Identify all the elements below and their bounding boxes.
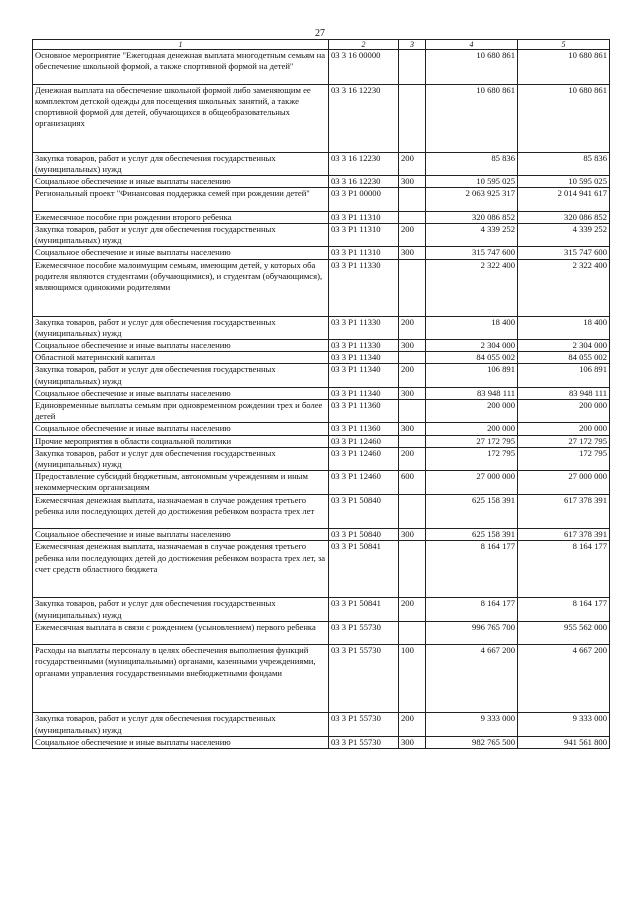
row-amount-year2-cell: 315 747 600 [518,247,610,259]
row-amount-year2-cell: 955 562 000 [518,621,610,644]
row-expense-type-cell: 300 [399,529,426,541]
table-row [33,713,610,736]
table-row [33,50,610,85]
row-code-cell: 03 3 P1 11340 [329,364,399,387]
table-row [33,84,610,152]
row-amount-year2-cell: 10 680 861 [518,50,610,85]
row-name-cell: Социальное обеспечение и иные выплаты населению [33,387,329,399]
row-code-cell: 03 3 P1 50841 [329,598,399,621]
row-amount-year2-cell: 172 795 [518,447,610,470]
row-name-cell: Социальное обеспечение и иные выплаты населению [33,423,329,435]
row-code-cell: 03 3 P1 11360 [329,423,399,435]
row-name-cell: Закупка товаров, работ и услуг для обеспечения государственных (муниципальных) нужд [33,713,329,736]
row-amount-year1-cell: 8 164 177 [426,541,518,598]
row-expense-type-cell: 100 [399,645,426,713]
header-col-4: 4 [426,40,518,50]
row-name-cell: Региональный проект "Финансовая поддержка семей при рождении детей" [33,188,329,211]
row-amount-year1-cell: 18 400 [426,316,518,339]
row-code-cell: 03 3 P1 55730 [329,736,399,748]
row-name-cell: Денежная выплата на обеспечение школьной формой либо заменяющим ее комплектом детской одежды для посещения школьных занятий, а также спортивной формой для детей, обучающихся в общеобразовательных организациях [33,84,329,152]
row-code-cell: 03 3 P1 11340 [329,352,399,364]
row-code-cell: 03 3 P1 55730 [329,645,399,713]
row-amount-year2-cell: 2 322 400 [518,259,610,316]
row-name-cell: Ежемесячная денежная выплата, назначаемая в случае рождения третьего ребенка или последующих детей до достижения ребенком возраста трех лет [33,494,329,529]
row-amount-year1-cell: 2 322 400 [426,259,518,316]
row-amount-year1-cell: 172 795 [426,447,518,470]
row-amount-year1-cell: 996 765 700 [426,621,518,644]
table-row [33,152,610,175]
row-code-cell: 03 3 P1 11340 [329,387,399,399]
row-name-cell: Закупка товаров, работ и услуг для обеспечения государственных (муниципальных) нужд [33,598,329,621]
row-amount-year1-cell: 2 304 000 [426,340,518,352]
row-code-cell: 03 3 P1 50840 [329,494,399,529]
row-amount-year1-cell: 10 680 861 [426,50,518,85]
table-row [33,471,610,494]
row-amount-year1-cell: 10 595 025 [426,176,518,188]
row-amount-year2-cell: 617 378 391 [518,529,610,541]
row-expense-type-cell: 300 [399,423,426,435]
row-code-cell: 03 3 P1 12460 [329,471,399,494]
row-amount-year2-cell: 2 304 000 [518,340,610,352]
row-code-cell: 03 3 P1 50840 [329,529,399,541]
row-amount-year2-cell: 10 680 861 [518,84,610,152]
row-name-cell: Основное мероприятие "Ежегодная денежная выплата многодетным семьям на обеспечение школьной формой, а также спортивной формой на детей" [33,50,329,85]
table-row [33,494,610,529]
row-expense-type-cell [399,211,426,223]
table-row [33,316,610,339]
row-amount-year1-cell: 106 891 [426,364,518,387]
row-name-cell: Ежемесячное пособие при рождении второго ребенка [33,211,329,223]
row-expense-type-cell [399,352,426,364]
row-amount-year2-cell: 200 000 [518,423,610,435]
row-expense-type-cell: 200 [399,152,426,175]
row-code-cell: 03 3 P1 11360 [329,400,399,423]
table-row [33,736,610,748]
row-name-cell: Ежемесячная денежная выплата, назначаемая в случае рождения третьего ребенка или последующих детей до достижения ребенком возраста трех лет, за счет средств областного бюджета [33,541,329,598]
row-amount-year2-cell: 8 164 177 [518,598,610,621]
row-expense-type-cell [399,494,426,529]
row-amount-year1-cell: 84 055 002 [426,352,518,364]
row-code-cell: 03 3 16 12230 [329,152,399,175]
row-amount-year2-cell: 10 595 025 [518,176,610,188]
row-expense-type-cell: 200 [399,447,426,470]
row-name-cell: Социальное обеспечение и иные выплаты населению [33,529,329,541]
row-expense-type-cell: 600 [399,471,426,494]
row-amount-year1-cell: 2 063 925 317 [426,188,518,211]
table-row [33,598,610,621]
page-number: 27 [315,28,325,39]
row-code-cell: 03 3 P1 11330 [329,316,399,339]
row-amount-year2-cell: 83 948 111 [518,387,610,399]
header-col-2: 2 [329,40,399,50]
row-amount-year1-cell: 83 948 111 [426,387,518,399]
row-name-cell: Закупка товаров, работ и услуг для обеспечения государственных (муниципальных) нужд [33,447,329,470]
row-expense-type-cell: 300 [399,247,426,259]
row-expense-type-cell [399,84,426,152]
row-name-cell: Ежемесячная выплата в связи с рождением (усыновлением) первого ребенка [33,621,329,644]
table-row [33,211,610,223]
row-amount-year1-cell: 27 172 795 [426,435,518,447]
row-amount-year2-cell: 4 667 200 [518,645,610,713]
row-code-cell: 03 3 16 00000 [329,50,399,85]
row-expense-type-cell: 300 [399,736,426,748]
table-row [33,400,610,423]
table-row [33,223,610,246]
row-amount-year1-cell: 315 747 600 [426,247,518,259]
row-amount-year2-cell: 84 055 002 [518,352,610,364]
row-amount-year1-cell: 27 000 000 [426,471,518,494]
row-amount-year2-cell: 9 333 000 [518,713,610,736]
row-code-cell: 03 3 P1 50841 [329,541,399,598]
row-expense-type-cell: 200 [399,223,426,246]
row-amount-year2-cell: 27 000 000 [518,471,610,494]
row-amount-year2-cell: 941 561 800 [518,736,610,748]
row-amount-year2-cell: 4 339 252 [518,223,610,246]
row-amount-year2-cell: 18 400 [518,316,610,339]
row-name-cell: Закупка товаров, работ и услуг для обеспечения государственных (муниципальных) нужд [33,152,329,175]
row-code-cell: 03 3 P1 00000 [329,188,399,211]
table-row [33,364,610,387]
row-code-cell: 03 3 P1 11310 [329,247,399,259]
row-name-cell: Социальное обеспечение и иные выплаты населению [33,736,329,748]
row-expense-type-cell: 200 [399,713,426,736]
row-expense-type-cell: 300 [399,387,426,399]
row-code-cell: 03 3 16 12230 [329,84,399,152]
row-code-cell: 03 3 P1 11330 [329,259,399,316]
row-amount-year1-cell: 4 339 252 [426,223,518,246]
row-expense-type-cell [399,188,426,211]
row-amount-year1-cell: 10 680 861 [426,84,518,152]
row-expense-type-cell [399,541,426,598]
row-name-cell: Ежемесячное пособие малоимущим семьям, имеющим детей, у которых оба родителя являются студентами (обучающимися), и студентам (обучающимся), являющимся одинокими родителями [33,259,329,316]
row-amount-year1-cell: 9 333 000 [426,713,518,736]
row-expense-type-cell [399,621,426,644]
row-expense-type-cell [399,400,426,423]
row-expense-type-cell: 200 [399,364,426,387]
row-code-cell: 03 3 P1 12460 [329,447,399,470]
row-amount-year2-cell: 2 014 941 617 [518,188,610,211]
row-amount-year2-cell: 27 172 795 [518,435,610,447]
row-name-cell: Закупка товаров, работ и услуг для обеспечения государственных (муниципальных) нужд [33,223,329,246]
table-row [33,447,610,470]
row-code-cell: 03 3 P1 11330 [329,340,399,352]
row-name-cell: Социальное обеспечение и иные выплаты населению [33,176,329,188]
row-expense-type-cell [399,435,426,447]
row-code-cell: 03 3 P1 55730 [329,713,399,736]
table-row [33,188,610,211]
row-name-cell: Прочие мероприятия в области социальной политики [33,435,329,447]
table-row [33,423,610,435]
row-amount-year2-cell: 200 000 [518,400,610,423]
row-name-cell: Областной материнский капитал [33,352,329,364]
row-code-cell: 03 3 16 12230 [329,176,399,188]
header-col-1: 1 [33,40,329,50]
row-code-cell: 03 3 P1 11310 [329,223,399,246]
row-amount-year2-cell: 8 164 177 [518,541,610,598]
row-amount-year2-cell: 320 086 852 [518,211,610,223]
row-expense-type-cell: 200 [399,598,426,621]
budget-table [32,39,610,749]
row-amount-year1-cell: 4 667 200 [426,645,518,713]
row-amount-year1-cell: 85 836 [426,152,518,175]
table-row [33,259,610,316]
table-row [33,247,610,259]
row-expense-type-cell [399,50,426,85]
table-row [33,529,610,541]
row-amount-year1-cell: 8 164 177 [426,598,518,621]
row-name-cell: Предоставление субсидий бюджетным, автономным учреждениям и иным некоммерческим организациям [33,471,329,494]
row-expense-type-cell [399,259,426,316]
row-expense-type-cell: 300 [399,176,426,188]
row-name-cell: Закупка товаров, работ и услуг для обеспечения государственных (муниципальных) нужд [33,364,329,387]
row-amount-year2-cell: 85 836 [518,152,610,175]
table-row [33,387,610,399]
table-row [33,645,610,713]
table-header-row [33,40,610,50]
budget-table-body [33,40,610,749]
row-name-cell: Социальное обеспечение и иные выплаты населению [33,340,329,352]
row-amount-year1-cell: 200 000 [426,400,518,423]
row-code-cell: 03 3 P1 11310 [329,211,399,223]
row-amount-year1-cell: 625 158 391 [426,494,518,529]
row-name-cell: Социальное обеспечение и иные выплаты населению [33,247,329,259]
table-row [33,541,610,598]
row-name-cell: Единовременные выплаты семьям при одновременном рождении трех и более детей [33,400,329,423]
row-name-cell: Закупка товаров, работ и услуг для обеспечения государственных (муниципальных) нужд [33,316,329,339]
row-amount-year1-cell: 982 765 500 [426,736,518,748]
row-amount-year2-cell: 617 378 391 [518,494,610,529]
table-row [33,340,610,352]
row-expense-type-cell: 300 [399,340,426,352]
table-row [33,621,610,644]
table-row [33,176,610,188]
row-code-cell: 03 3 P1 12460 [329,435,399,447]
table-row [33,435,610,447]
header-col-5: 5 [518,40,610,50]
row-amount-year2-cell: 106 891 [518,364,610,387]
header-col-3: 3 [399,40,426,50]
row-expense-type-cell: 200 [399,316,426,339]
row-amount-year1-cell: 625 158 391 [426,529,518,541]
row-name-cell: Расходы на выплаты персоналу в целях обеспечения выполнения функций государственными (муниципальными) органами, казенными учреждениями, органами управления государственными внебюджетными фондами [33,645,329,713]
row-amount-year1-cell: 320 086 852 [426,211,518,223]
row-code-cell: 03 3 P1 55730 [329,621,399,644]
table-row [33,352,610,364]
row-amount-year1-cell: 200 000 [426,423,518,435]
